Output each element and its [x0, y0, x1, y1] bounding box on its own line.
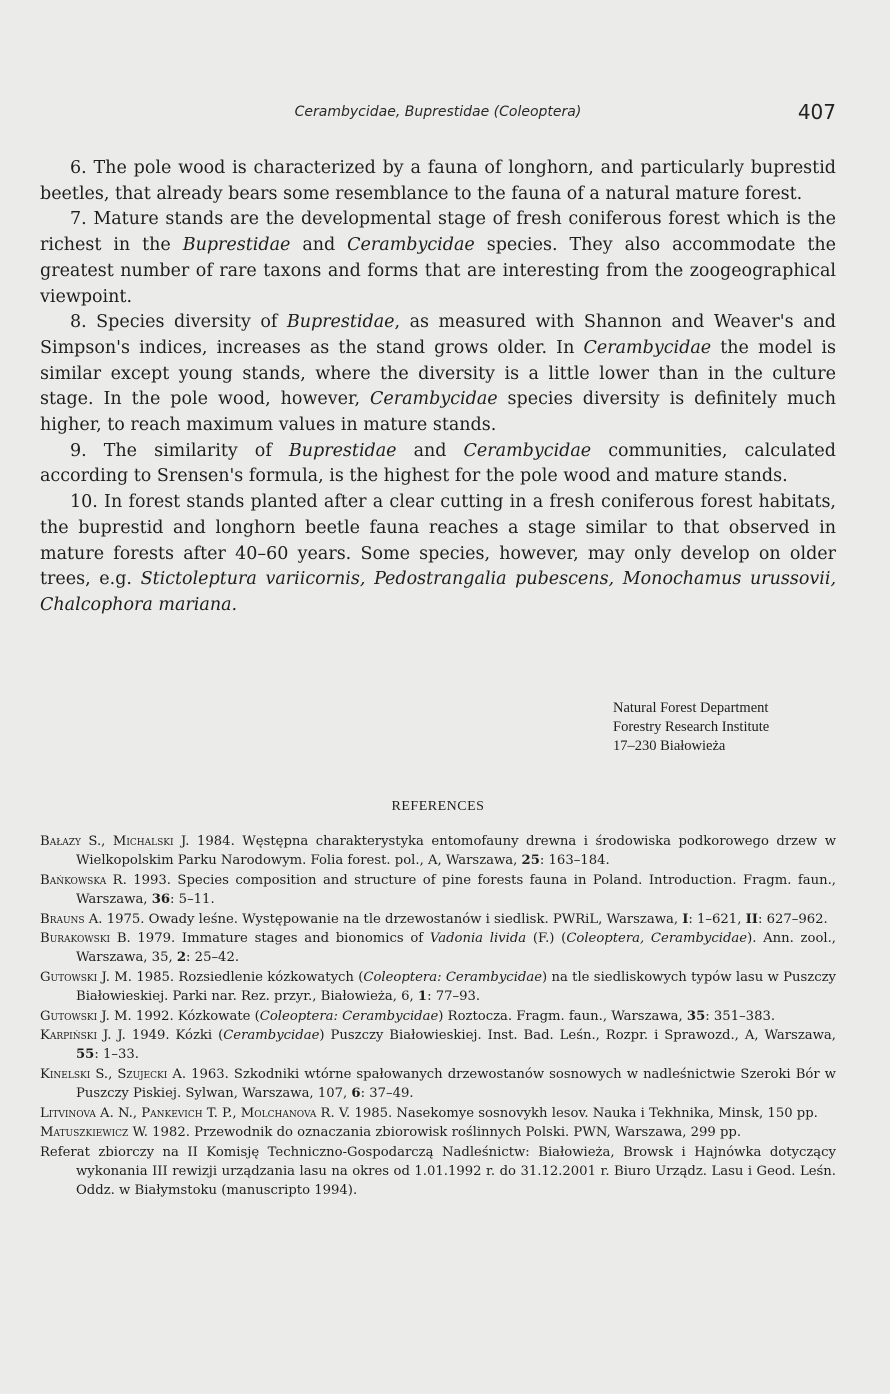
ref-authors: Matuszkiewicz W.	[40, 1125, 148, 1141]
paragraph-6: 6. The pole wood is characterized by a fauna of longhorn, and particularly buprestid beetles, that already bears some resemblance to the fauna of a natural mature forest.	[40, 158, 836, 204]
reference-entry: Bałazy S., Michalski J. 1984. Węstępna charakterystyka entomofauny drewna i środowiska podkorowego drzew w Wielkopolskim Parku Narodowym. Folia forest. pol., A, Warszawa, 25: 163–184.	[40, 834, 836, 869]
ref-authors: Gutowski J. M.	[40, 1008, 132, 1024]
reference-entry: Gutowski J. M. 1985. Rozsiedlenie kózkowatych (Coleoptera: Cerambycidae) na tle siedliskowych typów lasu w Puszczy Białowieskiej. Parki nar. Rez. przyr., Białowieża, 6, 1: 77–93.	[40, 969, 836, 1005]
ref-authors: Brauns A.	[40, 911, 103, 927]
reference-entry: Karpiński J. J. 1949. Kózki (Cerambycidae) Puszczy Białowieskiej. Inst. Bad. Leśn., Rozpr. i Sprawozd., A, Warszawa, 55: 1–33.	[40, 1028, 836, 1063]
ref-authors: Bańkowska R.	[40, 872, 127, 888]
taxon-name: Buprestidae	[288, 440, 397, 461]
paragraph-10: 10. In forest stands planted after a clear cutting in a fresh coniferous forest habitats, the buprestid and longhorn beetle fauna reaches a stage similar to that observed in mature forests after 40–60 years. Some species, however, may only develop on older trees, e.g. Stictoleptura variicornis, Pedostrangalia pubescens, Monochamus urussovii, Chalcophora mariana.	[40, 492, 837, 615]
author-affiliation	[613, 699, 843, 756]
ref-authors: Karpiński J. J.	[40, 1028, 126, 1044]
ref-authors: Gutowski J. M.	[40, 969, 132, 985]
affiliation-line: Forestry Research Institute	[613, 719, 770, 735]
paragraph-9: 9. The similarity of Buprestidae and Cerambycidae communities, calculated according to Srensen's formula, is the highest for the pole wood and mature stands.	[40, 440, 836, 487]
taxon-name: Cerambycidae	[463, 440, 592, 461]
reference-entry: Bańkowska R. 1993. Species composition and structure of pine forests fauna in Poland. Introduction. Fragm. faun., Warszawa, 36: 5–11.	[40, 872, 836, 908]
taxon-names: Stictoleptura variicornis, Pedostrangalia pubescens, Monochamus urussovii, Chalcophora mariana.	[40, 569, 837, 615]
ref-authors: Bałazy S., Michalski J.	[40, 834, 190, 849]
reference-entry: Referat zbiorczy na II Komisję Techniczno-Gospodarczą Nadleśnictw: Białowieża, Browsk i Hajnówka dotyczący wykonania III rewizji urządzania lasu na okres od 1.01.1992 r. do 31.12.2001 r. Biuro Urządz. Lasu i Geod. Leśn. Oddz. w Białymstoku (manuscripto 1994).	[40, 1144, 836, 1199]
ref-authors: Litvinova A. N., Pankevich T. P., Molchanova R. V.	[40, 1105, 351, 1121]
references-list	[40, 832, 836, 1201]
ref-authors: Burakowski B.	[40, 931, 131, 947]
reference-entry: Gutowski J. M. 1992. Kózkowate (Coleoptera: Cerambycidae) Roztocza. Fragm. faun., Warszawa, 35: 351–383.	[40, 1008, 776, 1024]
reference-entry: Brauns A. 1975. Owady leśne. Występowanie na tle drzewostanów i siedlisk. PWRiL, Warszawa, I: 1–621, II: 627–962.	[40, 911, 828, 927]
reference-entry: Kinelski S., Szujecki A. 1963. Szkodniki wtórne spałowanych drzewostanów sosnowych w nadleśnictwie Szeroki Bór w Puszczy Piskiej. Sylwan, Warszawa, 107, 6: 37–49.	[40, 1066, 836, 1102]
reference-entry: Litvinova A. N., Pankevich T. P., Molchanova R. V. 1985. Nasekomye sosnovykh lesov. Nauka i Tekhnika, Minsk, 150 pp.	[40, 1105, 818, 1121]
affiliation-line: 17–230 Białowieża	[613, 738, 726, 754]
affiliation-line: Natural Forest Department	[613, 700, 769, 716]
reference-entry: Burakowski B. 1979. Immature stages and bionomics of Vadonia livida (F.) (Coleoptera, Cerambycidae). Ann. zool., Warszawa, 35, 2: 25–42.	[40, 931, 836, 966]
taxon-name: Cerambycidae	[583, 337, 712, 358]
running-head	[40, 100, 836, 128]
paragraph-8: 8. Species diversity of Buprestidae, as measured with Shannon and Weaver's and Simpson's indices, increases as the stand grows older. In Cerambycidae the model is similar except young stands, where the diversity is a little lower than in the culture stage. In the pole wood, however, Cerambycidae species diversity is definitely much higher, to reach maximum values in mature stands.	[40, 312, 836, 436]
taxon-name: Cerambycidae	[347, 235, 475, 256]
taxon-name: Cerambycidae	[369, 389, 498, 410]
references-heading: REFERENCES	[391, 799, 485, 814]
conclusions-body	[40, 156, 836, 619]
running-title: Cerambycidae, Buprestidae (Coleoptera)	[294, 104, 582, 120]
paragraph-7: 7. Mature stands are the developmental stage of fresh coniferous forest which is the richest in the Buprestidae and Cerambycidae species. They also accommodate the greatest number of rare taxons and forms that are interesting from the zoogeographical viewpoint.	[40, 209, 836, 307]
page-number: 407	[797, 100, 836, 124]
taxon-name: Buprestidae	[182, 235, 291, 256]
reference-entry: Matuszkiewicz W. 1982. Przewodnik do oznaczania zbiorowisk roślinnych Polski. PWN, Warszawa, 299 pp.	[40, 1125, 742, 1141]
taxon-name: Buprestidae	[286, 312, 395, 333]
ref-authors: Kinelski S., Szujecki A.	[40, 1066, 187, 1082]
